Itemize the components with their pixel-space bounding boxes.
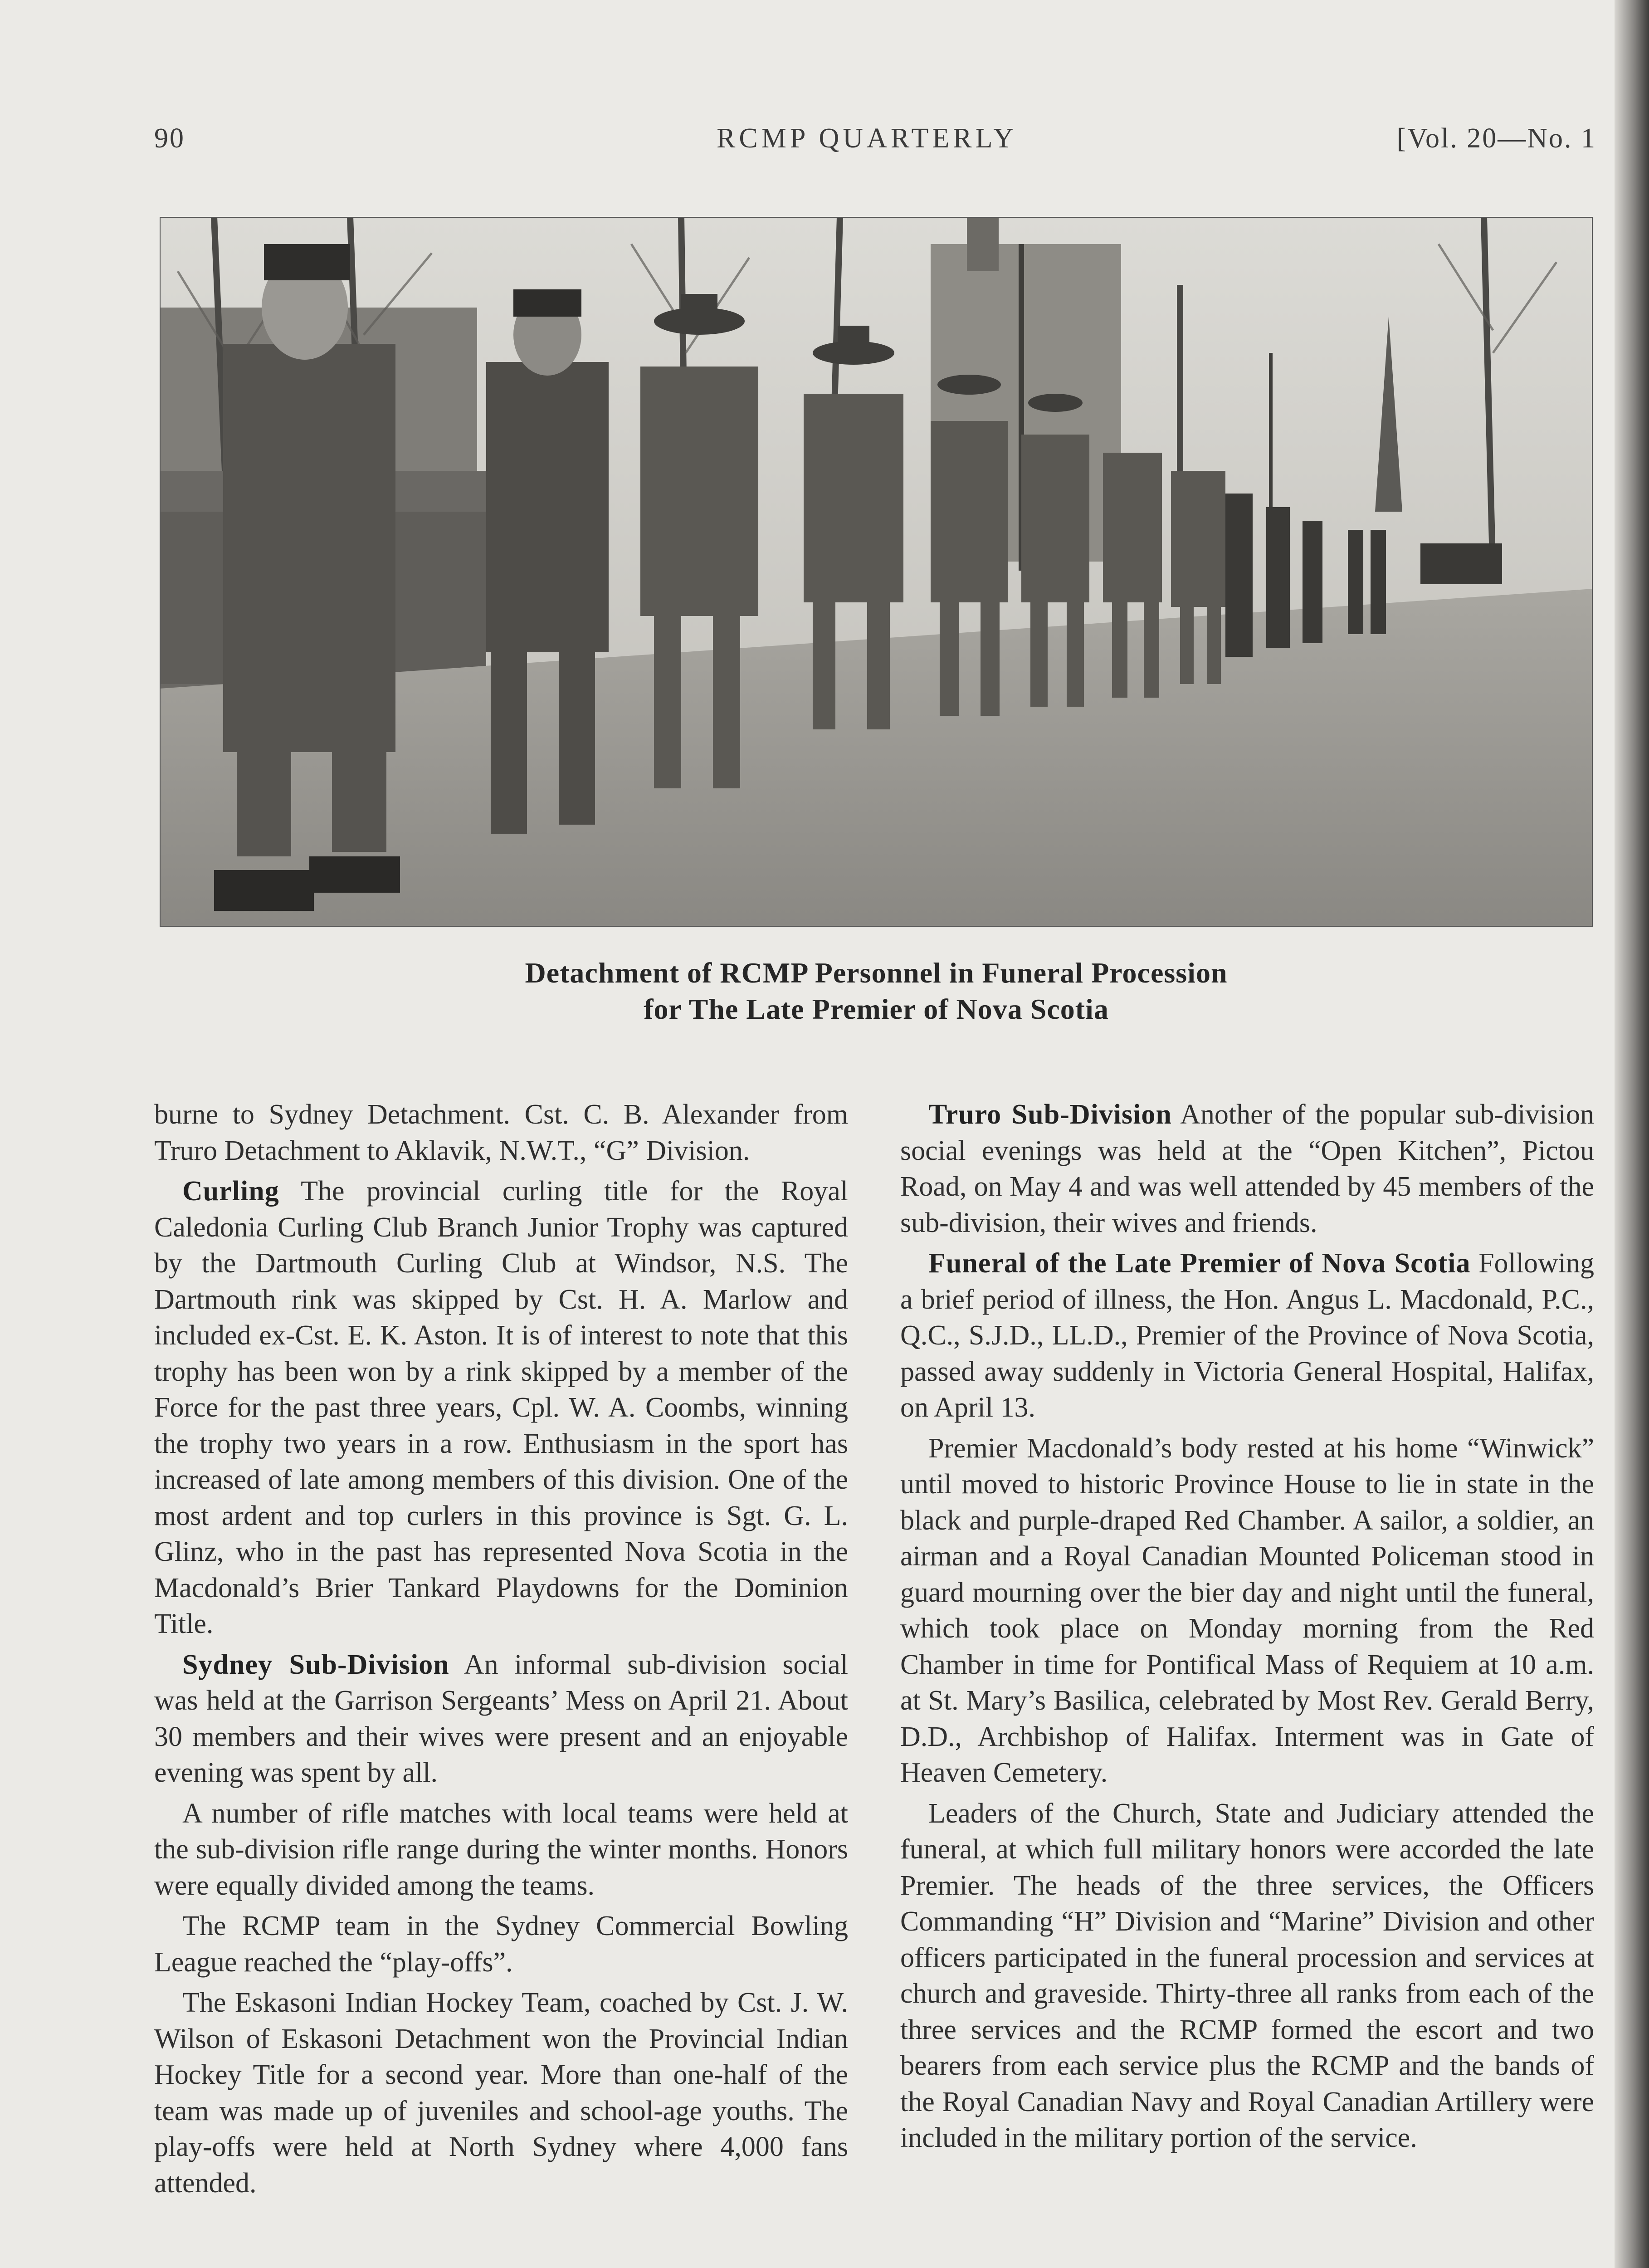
book-spine-shadow <box>1615 0 1649 2268</box>
paragraph <box>154 1173 848 1642</box>
page-number: 90 <box>154 123 185 154</box>
section-heading: Curling <box>182 1176 279 1207</box>
right-column <box>900 1097 1594 2161</box>
journal-title: RCMP QUARTERLY <box>717 123 1018 154</box>
section-heading: Sydney Sub-Division <box>182 1649 449 1680</box>
paragraph-text: An informal sub-division social was held at the Garrison Sergeants’ Mess on April 21. About 30 members and their wives were present and an enjoyable evening was spent by all. <box>154 1649 848 1788</box>
paragraph-text: burne to Sydney Detachment. Cst. C. B. Alexander from Truro Detachment to Aklavik, N.W.T., “G” Division. <box>154 1099 848 1166</box>
paragraph <box>154 1647 848 1791</box>
paragraph <box>900 1431 1594 1791</box>
photo-caption <box>160 955 1593 1027</box>
caption-line-1: Detachment of RCMP Personnel in Funeral Procession <box>525 957 1228 989</box>
section-heading: Funeral of the Late Premier of Nova Scotia <box>928 1248 1471 1279</box>
photo-illustration <box>160 217 1593 927</box>
caption-line-2: for The Late Premier of Nova Scotia <box>644 993 1109 1025</box>
paragraph-text: Premier Macdonald’s body rested at his home “Winwick” until moved to historic Province House to lie in state in the black and purple-draped Red Chamber. A sailor, a soldier, an airman and a Royal Canadian Mounted Policeman stood in guard mourning over the bier day and night until the funeral, which took place on Monday morning from the Red Chamber in time for Pontifical Mass of Requiem at 10 a.m. at St. Mary’s Basilica, celebrated by Most Rev. Gerald Berry, D.D., Archbishop of Halifax. Interment was in Gate of Heaven Cemetery. <box>900 1432 1594 1788</box>
paragraph <box>154 1796 848 1904</box>
left-column <box>154 1097 848 2206</box>
paragraph <box>154 1908 848 1980</box>
paragraph-text: The RCMP team in the Sydney Commercial Bowling League reached the “play-offs”. <box>154 1911 848 1978</box>
paragraph <box>900 1097 1594 1241</box>
paragraph-text: The provincial curling title for the Royal Caledonia Curling Club Branch Junior Trophy was captured by the Dartmouth Curling Club at Windsor, N.S. The Dartmouth rink was skipped by Cst. H. A. Marlow and included ex-Cst. E. K. Aston. It is of interest to note that this trophy has been won by a rink skipped by a member of the Force for the past three years, Cpl. W. A. Coombs, winning the trophy two years in a row. Enthusiasm in the sport has increased of late among members of this division. One of the most ardent and top curlers in this province is Sgt. G. L. Glinz, who in the past has represented Nova Scotia in the Macdonald’s Brier Tankard Playdowns for the Dominion Title. <box>154 1176 848 1639</box>
paragraph <box>900 1796 1594 2156</box>
paragraph <box>900 1246 1594 1426</box>
paragraph-text: Following a brief period of illness, the Hon. Angus L. Macdonald, P.C., Q.C., S.J.D., LL.D., Premier of the Province of Nova Scotia, passed away suddenly in Victoria General Hospital, Halifax, on April 13. <box>900 1248 1595 1423</box>
paragraph-text: Leaders of the Church, State and Judiciary attended the funeral, at which full military honors were accorded the late Premier. The heads of the three services, the Officers Commanding “H” Division and “Marine” Division and other officers participated in the funeral procession and services at church and graveside. Thirty-three all ranks from each of the three services and the RCMP formed the escort and two bearers from each service plus the RCMP and the bands of the Royal Canadian Navy and Royal Canadian Artillery were included in the military portion of the service. <box>900 1798 1594 2153</box>
paragraph <box>154 1985 848 2201</box>
running-header <box>154 122 1596 163</box>
volume-issue: [Vol. 20—No. 1 <box>1396 123 1596 154</box>
paragraph <box>154 1097 848 1169</box>
section-heading: Truro Sub-Division <box>928 1099 1172 1130</box>
paragraph-text: Another of the popular sub-division social evenings was held at the “Open Kitchen”, Pictou Road, on May 4 and was well attended by 45 members of the sub-division, their wives and friends. <box>900 1099 1594 1238</box>
paragraph-text: The Eskasoni Indian Hockey Team, coached by Cst. J. W. Wilson of Eskasoni Detachment won the Provincial Indian Hockey Title for a second year. More than one-half of the team was made up of juveniles and school-age youths. The play-offs were held at North Sydney where 4,000 fans attended. <box>154 1987 848 2199</box>
funeral-procession-photo <box>160 217 1593 927</box>
paragraph-text: A number of rifle matches with local teams were held at the sub-division rifle range during the winter months. Honors were equally divided among the teams. <box>154 1798 848 1901</box>
